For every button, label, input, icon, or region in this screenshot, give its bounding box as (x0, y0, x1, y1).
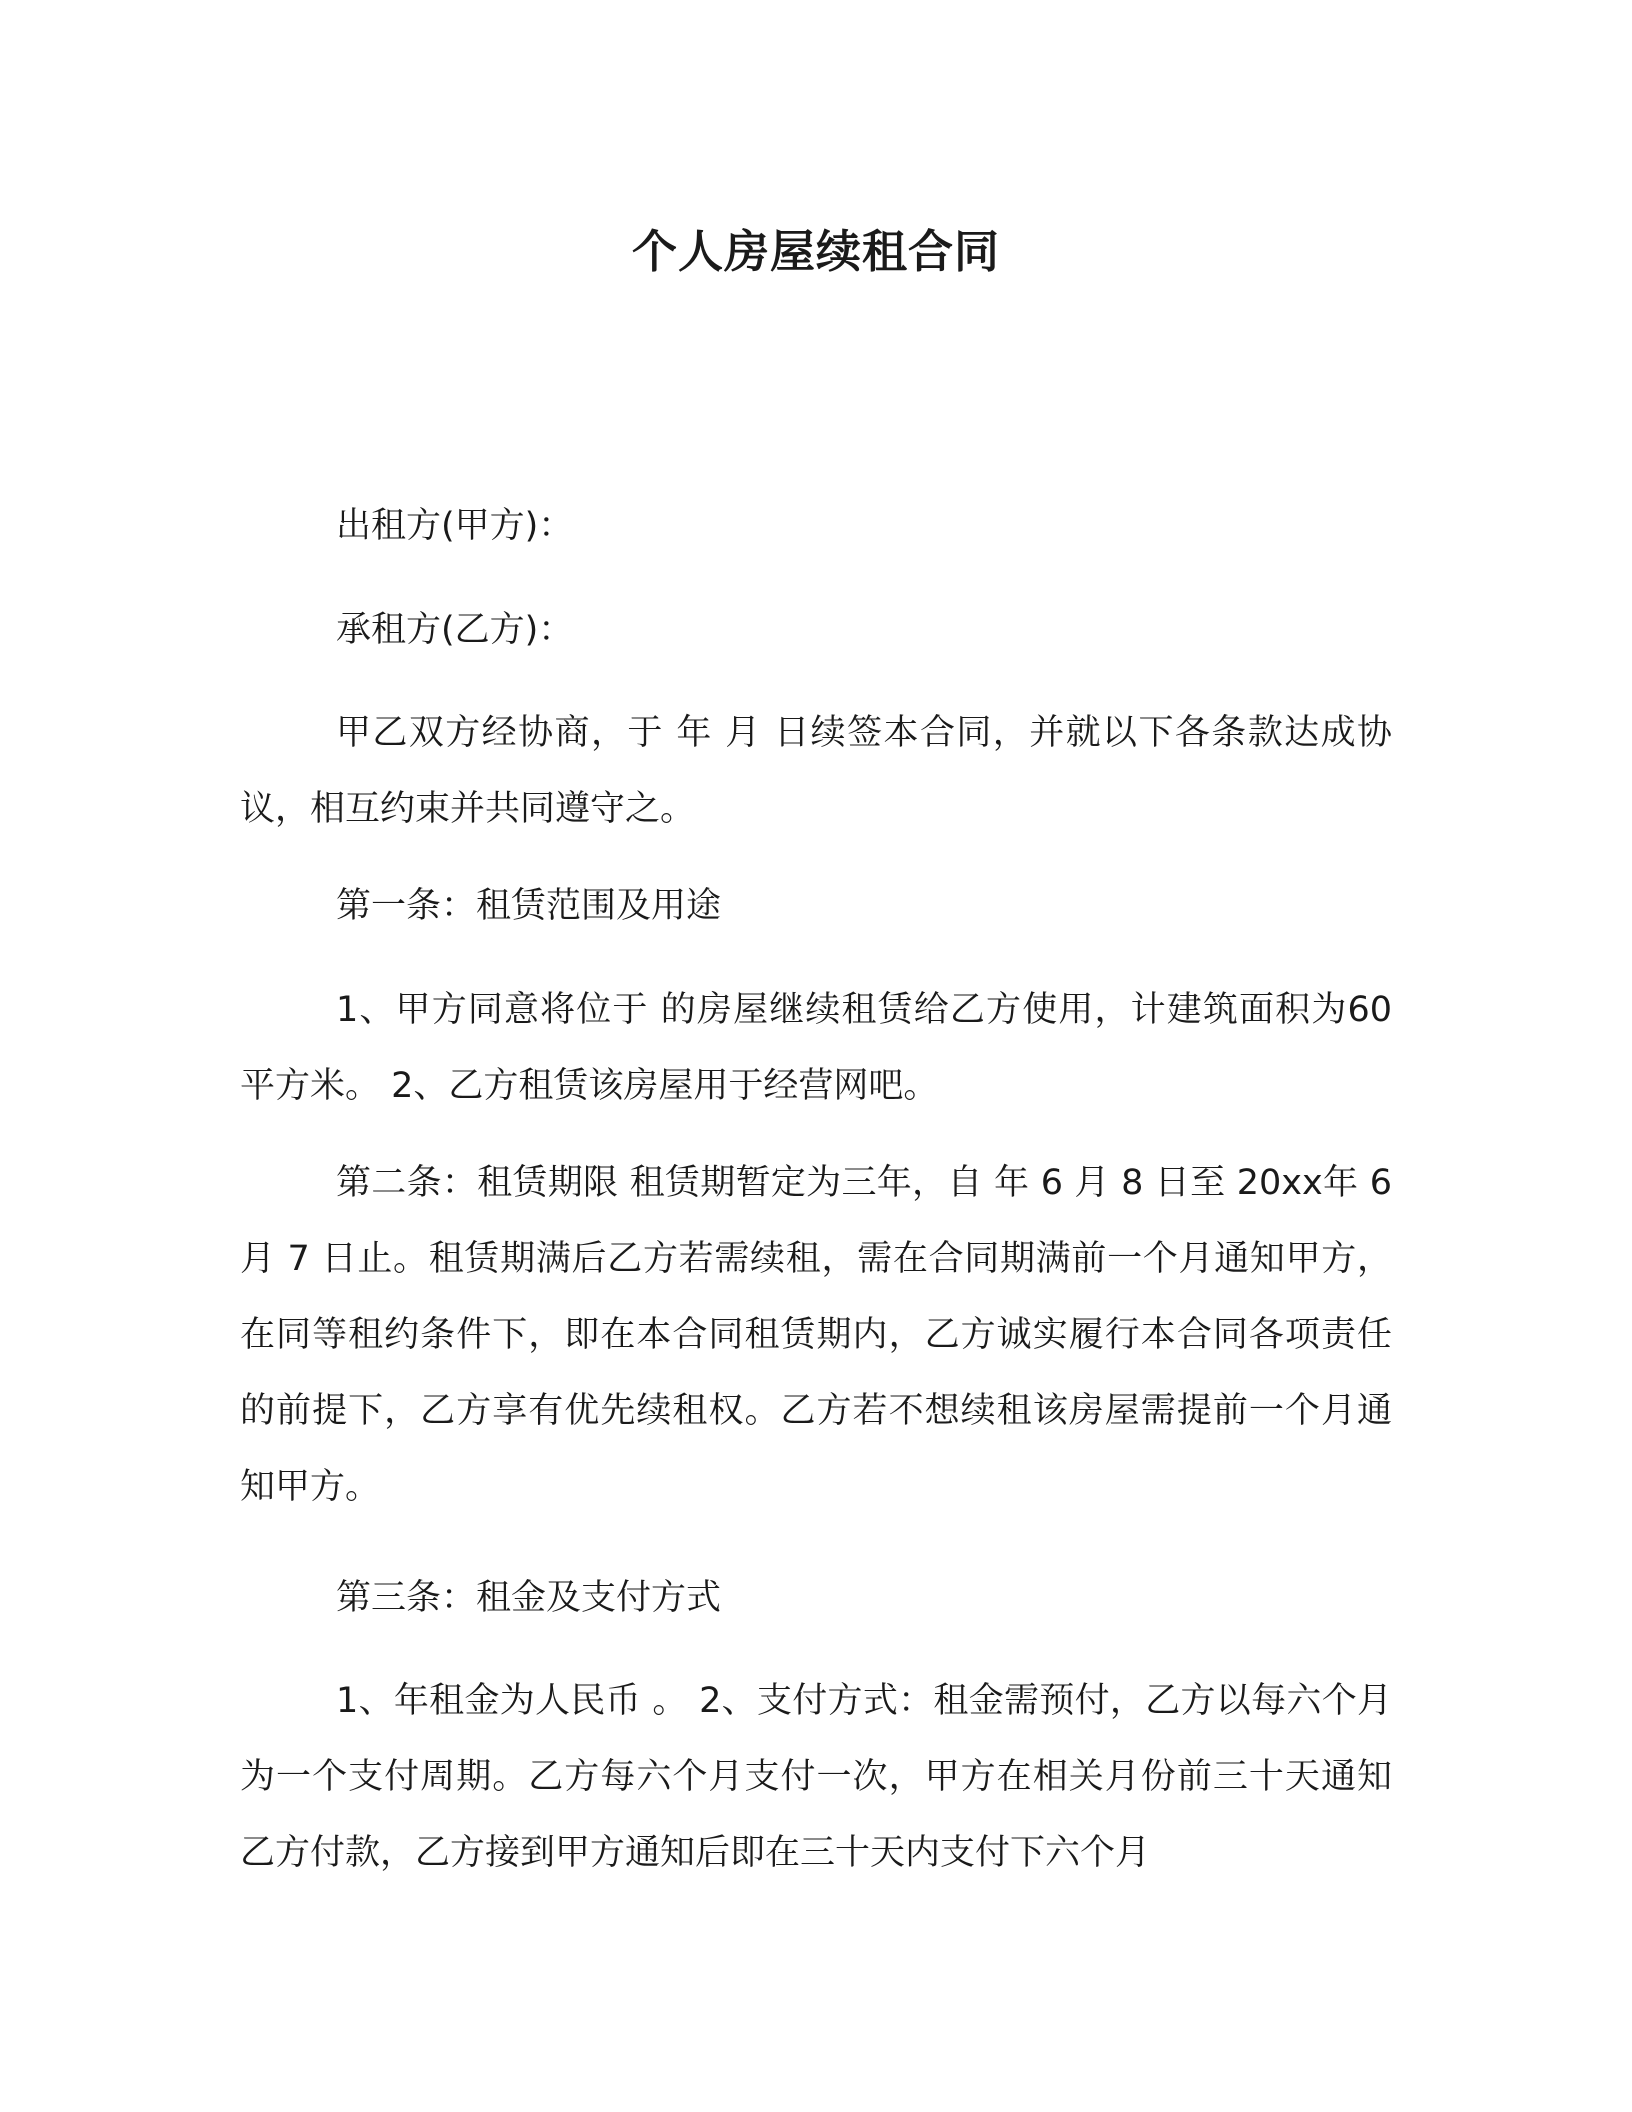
article-3-body: 1、年租金为人民币 。 2、支付方式：租金需预付，乙方以每六个月为一个支付周期。乙方每六个月支付一次，甲方在相关月份前三十天通知乙方付款，乙方接到甲方通知后即在三十天内支付下六个月 (240, 1681, 1392, 1873)
article-1-heading: 第一条：租赁范围及用途 (336, 886, 722, 926)
article-1-body: 1、甲方同意将位于 的房屋继续租赁给乙方使用，计建筑面积为60 平方米。 2、乙方租赁该房屋用于经营网吧。 (240, 990, 1392, 1106)
article-2-body: 第二条：租赁期限 租赁期暂定为三年，自 年 6 月 8 日至 20xx年 6 月 7 日止。租赁期满后乙方若需续租，需在合同期满前一个月通知甲方，在同等租约条件下，即在本合同租赁期内，乙方诚实履行本合同各项责任的前提下，乙方享有优先续租权。乙方若不想续租该房屋需提前一个月通知甲方。 (240, 1163, 1392, 1507)
lessee-line: 承租方(乙方)： (336, 610, 574, 650)
article-3-heading: 第三条：租金及支付方式 (336, 1578, 722, 1618)
document-title: 个人房屋续租合同 (631, 225, 1000, 278)
intro-paragraph: 甲乙双方经协商，于 年 月 日续签本合同，并就以下各条款达成协议，相互约束并共同遵守之。 (240, 713, 1392, 829)
lessor-line: 出租方(甲方)： (336, 506, 574, 546)
